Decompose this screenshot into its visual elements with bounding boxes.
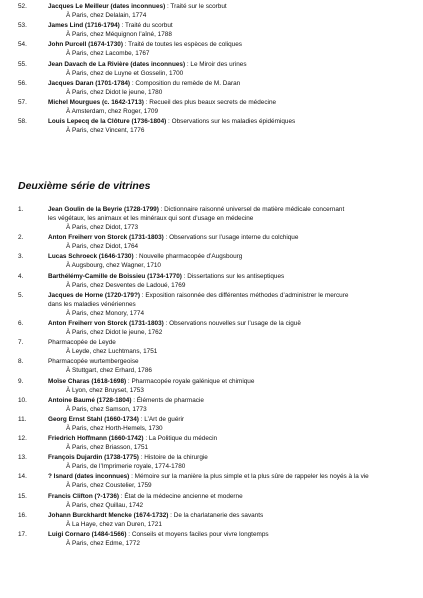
entry-publication: À Paris, chez Horth-Hemels, 1730 (66, 424, 163, 432)
entry-publication: À Paris, chez Samson, 1773 (66, 405, 147, 413)
entry-author: Louis Lepecq de la Clôture (1736-1804) (48, 118, 167, 126)
entry-title-line (48, 2, 410, 11)
entry-number: 13. (18, 454, 27, 462)
list-item (18, 40, 410, 59)
entry-title-line (48, 272, 410, 281)
entry-title: : État de la médecine ancienne et moderne (119, 492, 243, 500)
entry-author: François Dujardin (1738-1775) (48, 454, 139, 462)
entry-publication: À Paris, chez Didot, 1764 (66, 243, 139, 251)
list-item (18, 530, 410, 549)
list-item (18, 357, 410, 376)
entry-number: 55. (18, 60, 27, 68)
entry-title: Pharmacopée wurtembergeoise (48, 358, 139, 366)
list-item (18, 233, 410, 252)
entry-number: 5. (18, 291, 24, 299)
entry-title-line (48, 79, 410, 88)
entry-publication: À Lyon, chez Bruyset, 1753 (66, 386, 144, 394)
entry-number: 7. (18, 339, 24, 347)
entry-number: 6. (18, 319, 24, 327)
entry-body (48, 319, 410, 337)
entry-title: : Recueil des plus beaux secrets de médecine (143, 98, 277, 106)
entry-title: : L’Art de guérir (138, 415, 185, 423)
entry-number: 3. (18, 253, 24, 261)
section-title: Deuxième série de vitrines (18, 180, 151, 192)
entry-number: 16. (18, 511, 27, 519)
entry-number: 1. (18, 206, 24, 213)
entry-title-line (48, 291, 410, 300)
list-item (18, 98, 410, 117)
entry-body (48, 338, 410, 356)
entry-title-line (48, 434, 410, 443)
entry-publication: À La Haye, chez van Duren, 1721 (66, 520, 162, 528)
entry-body (48, 117, 410, 135)
entry-title: Pharmacopée de Leyde (48, 339, 116, 347)
entry-body (48, 252, 410, 270)
entry-author: Luigi Cornaro (1484-1566) (48, 531, 127, 538)
entry-title: : Pharmacopée royale galénique et chimique (126, 377, 255, 385)
entry-number: 15. (18, 492, 27, 500)
entry-title: : Histoire de la chirurgie (138, 454, 208, 462)
list-item (18, 2, 410, 21)
entry-number: 12. (18, 435, 27, 443)
entry-title-line (48, 377, 410, 386)
list-item (18, 252, 410, 271)
list-item (18, 319, 410, 338)
entry-title-line (48, 205, 410, 214)
list-item (18, 291, 410, 319)
entry-body (48, 415, 410, 433)
entry-publication: À Paris, chez Edme, 1772 (66, 540, 140, 547)
list-item (18, 492, 410, 511)
entry-publication: À Paris, chez Coustelier, 1759 (66, 482, 152, 490)
entry-publication: À Paris, chez Monory, 1774 (66, 309, 145, 317)
entry-publication: À Paris, chez de Luyne et Gosselin, 1700 (66, 69, 184, 77)
entry-author: Friedrich Hoffmann (1660-1742) (48, 435, 144, 443)
entry-body (48, 453, 410, 471)
entry-title-line (48, 453, 410, 462)
entry-body (48, 530, 410, 548)
entry-author: Jacques Daran (1701-1784) (48, 79, 131, 87)
entry-publication: À Paris, chez Quillau, 1742 (66, 501, 144, 509)
entry-title-line (48, 338, 410, 347)
entry-publication: À Augsbourg, chez Wagner, 1710 (66, 262, 161, 270)
entry-number: 2. (18, 234, 24, 242)
list-item (18, 117, 410, 136)
entry-publication: À Paris, chez Didot, 1773 (66, 224, 139, 231)
list-item (18, 60, 410, 79)
entry-title-line (48, 40, 410, 49)
entry-number: 14. (18, 473, 27, 481)
entry-number: 17. (18, 531, 27, 538)
entry-title-line (48, 252, 410, 261)
entry-title-line (48, 233, 410, 242)
entry-author: Georg Ernst Stahl (1660-1734) (48, 415, 139, 423)
entry-title-line (48, 21, 410, 30)
entry-number: 58. (18, 118, 27, 126)
list-item (18, 472, 410, 491)
entry-title-line (48, 511, 410, 520)
entry-number: 54. (18, 41, 27, 49)
entry-number: 4. (18, 272, 24, 280)
entry-publication: À Paris, chez Vincent, 1776 (66, 127, 145, 135)
entry-author: Anton Freiherr von Storck (1731-1803) (48, 234, 164, 242)
entry-body (48, 2, 410, 20)
list-item (18, 453, 410, 472)
entry-title: : Conseils et moyens faciles pour vivre longtemps (126, 531, 269, 538)
entry-title: : Éléments de pharmacie (131, 396, 204, 404)
entry-body (48, 272, 410, 290)
entry-author: ? Isnard (dates inconnues) (48, 473, 130, 481)
list-item (18, 377, 410, 396)
entry-author: Lucas Schroeck (1646-1730) (48, 253, 134, 261)
entry-publication: À Paris, chez Desventes de Ladoué, 1769 (66, 281, 186, 289)
entry-publication: À Paris, de l’Imprimerie royale, 1774-1780 (66, 463, 186, 471)
entry-author: Antoine Baumé (1728-1804) (48, 396, 132, 404)
second-series-list (18, 205, 410, 549)
entry-publication: À Paris, chez Delalain, 1774 (66, 12, 147, 19)
entry-body (48, 434, 410, 452)
entry-number: 53. (18, 22, 27, 30)
entry-number: 52. (18, 3, 27, 10)
entry-title: : Mémoire sur la manière la plus simple et la plus sûre de rappeler les noyés à la vie (129, 473, 369, 481)
entry-title-line (48, 117, 410, 126)
list-item (18, 205, 410, 233)
entry-publication: À Paris, chez Lacombe, 1767 (66, 50, 150, 58)
entry-body (48, 492, 410, 510)
entry-body (48, 98, 410, 116)
entry-title: : Traité du scorbut (119, 22, 173, 30)
entry-title-line (48, 396, 410, 405)
entry-number: 8. (18, 358, 24, 366)
entry-body (48, 60, 410, 78)
entry-title: : Traité de toutes les espèces de coliques (122, 41, 242, 49)
entry-author: Francis Clifton (?-1736) (48, 492, 120, 500)
entry-body (48, 291, 410, 318)
entry-publication: À Leyde, chez Luchtmans, 1751 (66, 348, 158, 356)
entry-publication: À Paris, chez Didot le jeune, 1762 (66, 328, 163, 336)
list-item (18, 511, 410, 530)
entry-author: Jacques de Horne (1720-179?) (48, 291, 140, 299)
entry-body (48, 511, 410, 529)
entry-number: 9. (18, 377, 24, 385)
entry-title-line (48, 530, 410, 539)
entry-author: Michel Mourgues (c. 1642-1713) (48, 98, 144, 106)
entry-number: 10. (18, 396, 27, 404)
entry-publication: À Amsterdam, chez Roger, 1709 (66, 107, 159, 115)
entry-title: : Exposition raisonnée des différentes méthodes d’administrer le mercure (140, 291, 349, 299)
list-item (18, 415, 410, 434)
list-item (18, 21, 410, 40)
entry-author: Jean Davach de La Rivière (dates inconnues) (48, 60, 186, 68)
entry-author: Johann Burckhardt Mencke (1674-1732) (48, 511, 169, 519)
entry-title: : Observations sur les maladies épidémiques (166, 118, 296, 126)
entry-title: : Dissertations sur les antiseptiques (181, 272, 285, 280)
entry-number: 57. (18, 98, 27, 106)
entry-title: : Observations nouvelles sur l’usage de la ciguë (163, 319, 301, 327)
entry-body (48, 79, 410, 97)
entry-body (48, 205, 410, 232)
entry-author: James Lind (1716-1794) (48, 22, 120, 30)
entry-title-line (48, 357, 410, 366)
entry-number: 56. (18, 79, 27, 87)
entry-title: : La Politique du médecin (143, 435, 218, 443)
entry-publication: À Paris, chez Briasson, 1751 (66, 444, 149, 452)
entry-body (48, 233, 410, 251)
first-series-list (18, 2, 410, 136)
entry-title-continuation: les végétaux, les animaux et les minéraux qui sont d’usage en médecine (48, 215, 254, 222)
entry-author: Barthélémy-Camille de Boissieu (1734-1770) (48, 272, 182, 280)
entry-title: : Observations sur l’usage interne du colchique (163, 234, 299, 242)
list-item (18, 272, 410, 291)
entry-body (48, 40, 410, 58)
entry-author: Anton Freiherr von Storck (1731-1803) (48, 319, 164, 327)
entry-title: : Traité sur le scorbut (165, 3, 227, 10)
entry-title: : Dictionnaire raisonné universel de matière médicale concernant (158, 206, 345, 213)
entry-publication: À Paris, chez Didot le jeune, 1780 (66, 88, 163, 96)
entry-author: John Purcell (1674-1730) (48, 41, 123, 49)
entry-number: 11. (18, 415, 27, 423)
entry-body (48, 357, 410, 375)
entry-author: Jean Goulin de la Beyrie (1728-1799) (48, 206, 159, 213)
entry-title: : Composition du remède de M. Daran (130, 79, 241, 87)
entry-title-line (48, 492, 410, 501)
list-item (18, 79, 410, 98)
entry-publication: À Stuttgart, chez Erhard, 1786 (66, 367, 152, 375)
entry-body (48, 396, 410, 414)
entry-body (48, 377, 410, 395)
entry-title-continuation: dans les maladies vénériennes (48, 300, 136, 308)
entry-title-line (48, 415, 410, 424)
entry-body (48, 472, 410, 490)
entry-title: : Nouvelle pharmacopée d’Augsbourg (133, 253, 243, 261)
entry-body (48, 21, 410, 39)
list-item (18, 338, 410, 357)
entry-author: Jacques Le Meilleur (dates inconnues) (48, 3, 166, 10)
entry-title-line (48, 319, 410, 328)
entry-publication: À Paris, chez Méquignon l’aîné, 1788 (66, 31, 172, 39)
entry-title: : De la charlatanerie des savants (168, 511, 264, 519)
entry-title: : Le Miroir des urines (185, 60, 247, 68)
entry-title-line (48, 98, 410, 107)
entry-author: Moïse Charas (1618-1698) (48, 377, 127, 385)
entry-title-line (48, 60, 410, 69)
list-item (18, 434, 410, 453)
entry-title-line (48, 472, 410, 481)
list-item (18, 396, 410, 415)
